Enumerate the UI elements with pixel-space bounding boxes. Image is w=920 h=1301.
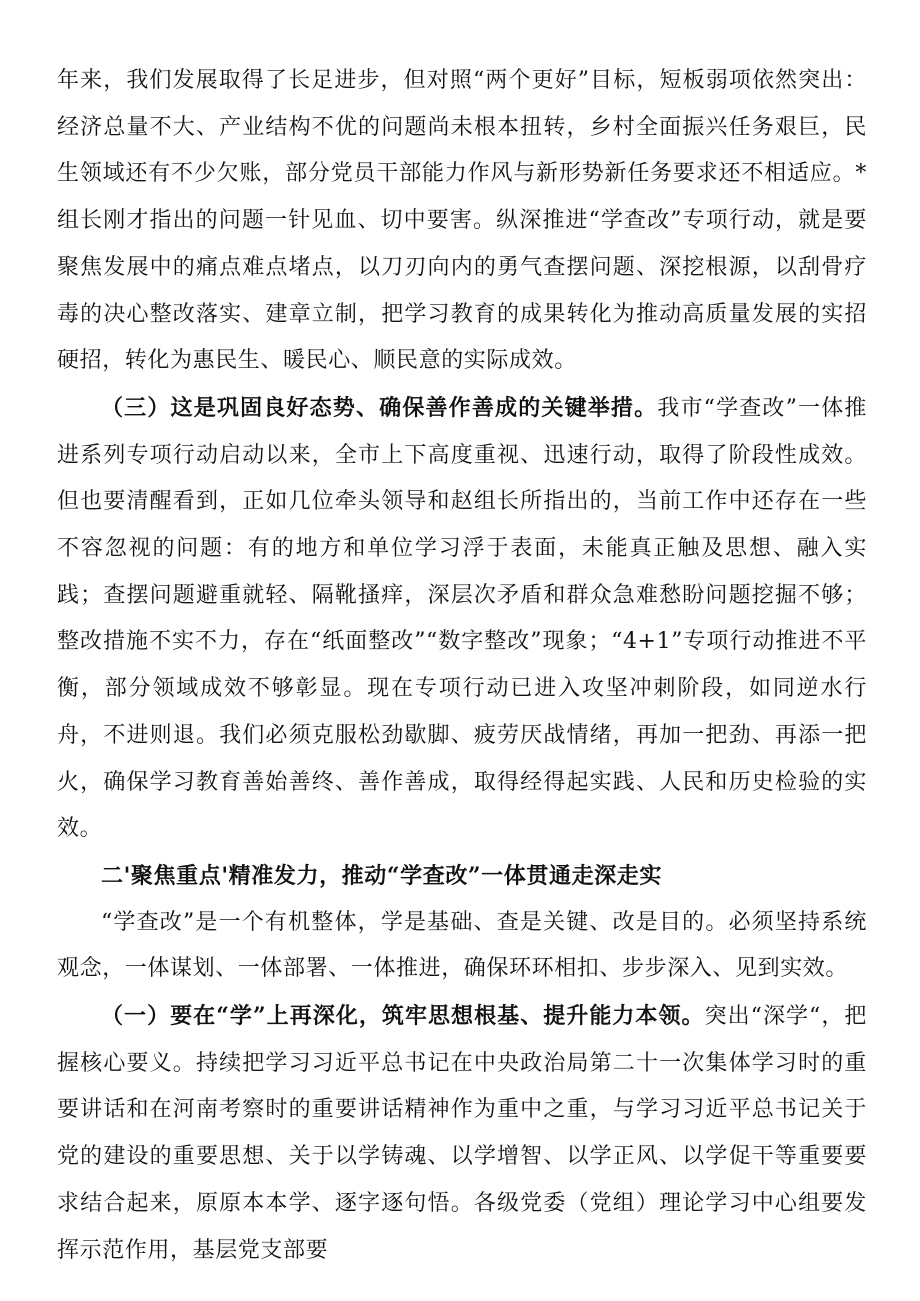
paragraph-lead-2-1: （一）要在“学”上再深化，筑牢思想根基、提升能力本领。 [101, 1003, 705, 1030]
paragraph-body-1-3: 我市“学查改”一体推进系列专项行动启动以来，全市上下高度重视、迅速行动，取得了阶段性成效。但也要清醒看到，正如几位牵头领导和赵组长所指出的，当前工作中还存在一些不容忽视的问题：有的地方和单位学习浮于表面，未能真正触及思想、融入实践；查摆问题避重就轻、隔靴搔痒，深层次矛盾和群众急难愁盼问题挖掘不够；整改措施不实不力，存在“纸面整改”“数字整改”现象；“4+1”专项行动推进不平衡，部分领域成效不够彰显。现在专项行动已进入攻坚冲刺阶段，如同逆水行舟，不进则退。我们必须克服松劲歇脚、疲劳厌战情绪，再加一把劲、再添一把火，确保学习教育善始善终、善作善成，取得经得起实践、人民和历史检验的实效。 [57, 395, 867, 842]
paragraph-body-2-1: 突出“深学“，把握核心要义。持续把学习习近平总书记在中央政治局第二十一次集体学习时的重要讲话和在河南考察时的重要讲话精神作为重中之重，与学习习近平总书记关于党的建设的重要思想、关于以学铸魂、以学增智、以学正风、以学促干等重要要求结合起来，原原本本学、逐字逐句悟。各级党委（党组）理论学习中心组要发挥示范作用，基层党支部要 [57, 1004, 867, 1263]
document-page [57, 58, 867, 1274]
paragraph-section-1-3 [57, 385, 867, 853]
paragraph-lead-1-3: （三）这是巩固良好态势、确保善作善成的关键举措。 [101, 394, 658, 421]
paragraph-section-2-1 [57, 993, 867, 1274]
paragraph-continuation: 年来，我们发展取得了长足进步，但对照“两个更好”目标，短板弱项依然突出：经济总量不大、产业结构不优的问题尚未根本扭转，乡村全面振兴任务艰巨，民生领域还有不少欠账，部分党员干部能力作风与新形势新任务要求还不相适应。*组长刚才指出的问题一针见血、切中要害。纵深推进“学查改”专项行动，就是要聚焦发展中的痛点难点堵点，以刀刃向内的勇气查摆问题、深挖根源，以刮骨疗毒的决心整改落实、建章立制，把学习教育的成果转化为推动高质量发展的实招硬招，转化为惠民生、暖民心、顺民意的实际成效。 [57, 68, 867, 374]
paragraph-section-2-intro: “学查改”是一个有机整体，学是基础、查是关键、改是目的。必须坚持系统观念，一体谋划、一体部署、一体推进，确保环环相扣、步步深入、见到实效。 [57, 909, 867, 982]
section-heading-2: 二'聚焦重点'精准发力，推动“学查改”一体贯通走深走实 [101, 862, 662, 889]
